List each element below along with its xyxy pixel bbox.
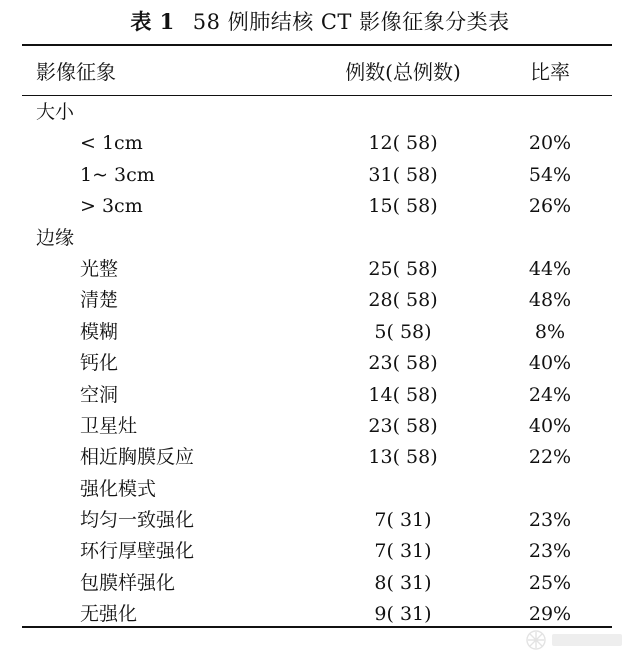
table-row xyxy=(0,254,640,285)
header-feature: 影像征象 xyxy=(36,60,116,84)
table-row xyxy=(0,411,640,442)
rate-cell: 22% xyxy=(528,446,572,469)
feature-cell: 强化模式 xyxy=(80,477,157,500)
feature-cell: 环行厚壁强化 xyxy=(80,540,195,563)
count-cell: 15( 58) xyxy=(368,195,438,218)
rate-cell: 25% xyxy=(528,571,572,594)
rate-cell: 40% xyxy=(528,414,572,437)
table-caption xyxy=(0,8,640,36)
table-row xyxy=(0,317,640,348)
rate-cell: 48% xyxy=(528,289,572,312)
feature-cell: 均匀一致强化 xyxy=(80,509,195,532)
table-row xyxy=(0,442,640,473)
feature-cell: 包膜样强化 xyxy=(80,571,176,594)
feature-cell: 光整 xyxy=(80,257,119,280)
table-row xyxy=(0,474,640,505)
rate-cell: 23% xyxy=(528,509,572,532)
feature-cell: 模糊 xyxy=(80,320,119,343)
group-row xyxy=(0,223,640,254)
rate-cell: 24% xyxy=(528,383,572,406)
count-cell: 7( 31) xyxy=(374,540,432,563)
group-row xyxy=(0,97,640,128)
rate-cell: 54% xyxy=(528,163,572,186)
rate-cell: 40% xyxy=(528,352,572,375)
rate-cell: 8% xyxy=(534,320,566,343)
count-cell: 13( 58) xyxy=(368,446,438,469)
table-row xyxy=(0,285,640,316)
rate-cell: 20% xyxy=(528,132,572,155)
table-row xyxy=(0,380,640,411)
feature-cell: 空洞 xyxy=(80,383,119,406)
count-cell: 12( 58) xyxy=(368,132,438,155)
header-rate: 比率 xyxy=(530,60,570,84)
table-body xyxy=(0,97,640,631)
table-row xyxy=(0,568,640,599)
table-row xyxy=(0,505,640,536)
count-cell: 28( 58) xyxy=(368,289,438,312)
count-cell: 14( 58) xyxy=(368,383,438,406)
feature-cell: 清楚 xyxy=(80,289,119,312)
rate-cell: 26% xyxy=(528,195,572,218)
feature-cell: 边缘 xyxy=(36,226,75,249)
feature-cell: 卫星灶 xyxy=(80,414,138,437)
table-row xyxy=(0,128,640,159)
table-row xyxy=(0,536,640,567)
count-cell: 9( 31) xyxy=(374,603,432,626)
table-row xyxy=(0,348,640,379)
feature-cell: 大小 xyxy=(36,101,75,123)
header-count: 例数(总例数) xyxy=(345,60,461,84)
header-rule xyxy=(22,95,612,96)
feature-cell: 钙化 xyxy=(80,352,119,375)
rate-cell: 29% xyxy=(528,603,572,626)
table-row xyxy=(0,191,640,222)
feature-cell: > 3cm xyxy=(80,195,143,218)
count-cell: 31( 58) xyxy=(368,163,438,186)
table-row xyxy=(0,160,640,191)
logo-watermark-icon xyxy=(522,625,632,655)
count-cell: 25( 58) xyxy=(368,257,438,280)
count-cell: 7( 31) xyxy=(374,509,432,532)
count-cell: 5( 58) xyxy=(374,320,432,343)
rate-cell: 23% xyxy=(528,540,572,563)
table-title: 58 例肺结核 CT 影像征象分类表 xyxy=(192,10,510,34)
count-cell: 23( 58) xyxy=(368,352,438,375)
feature-cell: 无强化 xyxy=(80,603,138,626)
table-header xyxy=(0,56,640,88)
feature-cell: 1~ 3cm xyxy=(80,163,155,186)
count-cell: 8( 31) xyxy=(374,571,432,594)
rate-cell: 44% xyxy=(528,257,572,280)
top-rule xyxy=(22,44,612,46)
count-cell: 23( 58) xyxy=(368,414,438,437)
table-number: 表 1 xyxy=(130,9,175,34)
feature-cell: < 1cm xyxy=(80,132,143,155)
feature-cell: 相近胸膜反应 xyxy=(80,446,195,469)
